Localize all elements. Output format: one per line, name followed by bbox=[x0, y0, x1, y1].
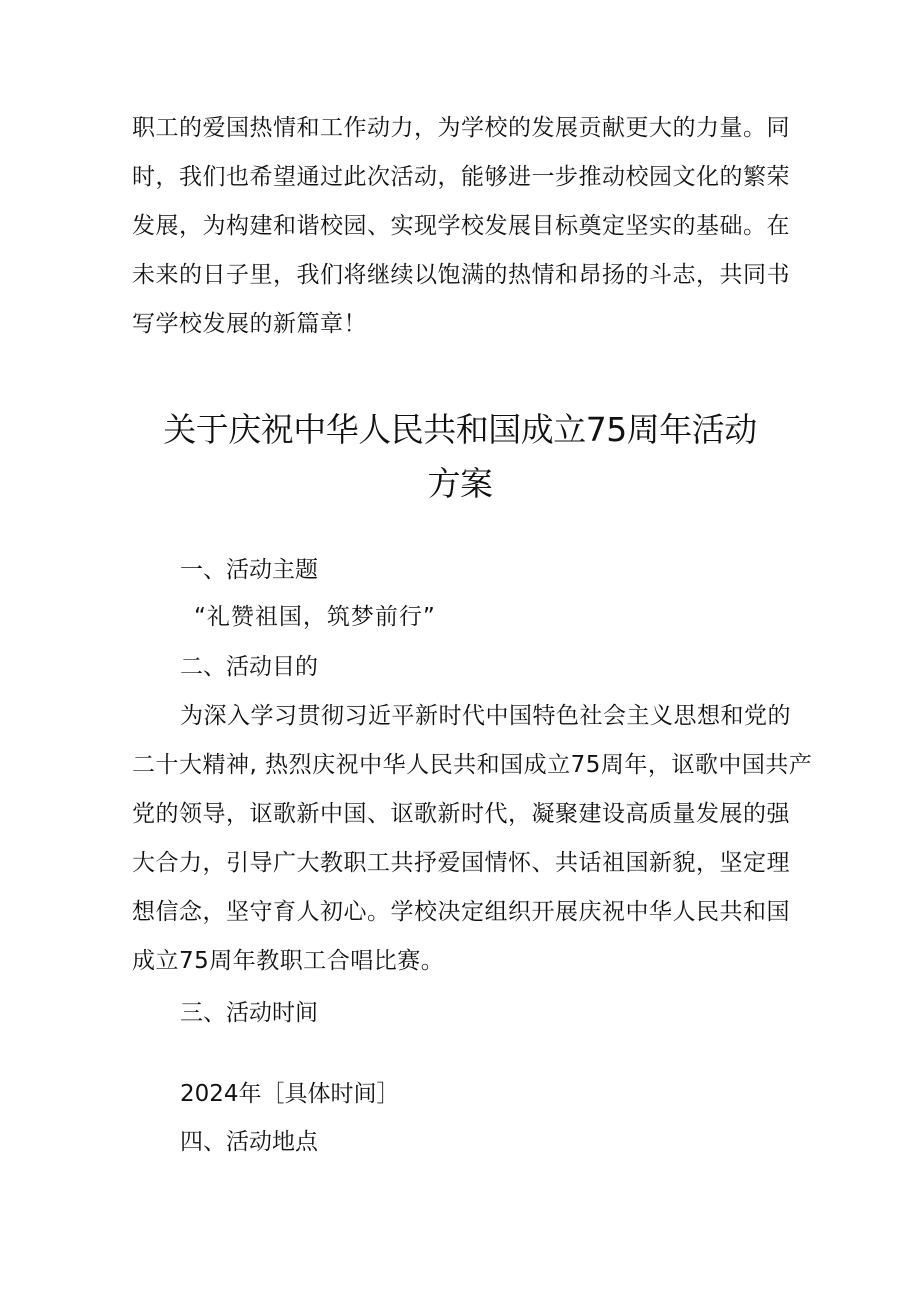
section-heading-location: 四、活动地点 bbox=[180, 1129, 318, 1155]
purpose-paragraph bbox=[132, 692, 813, 986]
intro-line: 时，我们也希望通过此次活动，能够进一步推动校园文化的繁荣 bbox=[132, 164, 790, 190]
section-heading-theme: 一、活动主题 bbox=[180, 557, 318, 583]
intro-line: 职工的爱国热情和工作动力，为学校的发展贡献更大的力量。同 bbox=[132, 115, 790, 141]
intro-line: 未来的日子里，我们将继续以饱满的热情和昂扬的斗志，共同书 bbox=[132, 262, 790, 288]
purpose-line: 大合力，引导广大教职工共抒爱国情怀、共话祖国新貌，坚定理 bbox=[132, 850, 790, 876]
purpose-line: 想信念，坚守育人初心。学校决定组织开展庆祝中华人民共和国 bbox=[132, 899, 790, 925]
theme-content: “礼赞祖国，筑梦前行” bbox=[194, 604, 436, 630]
intro-paragraph bbox=[132, 104, 792, 349]
intro-line: 发展，为构建和谐校园、实现学校发展目标奠定坚实的基础。在 bbox=[132, 213, 790, 239]
document-title bbox=[100, 403, 820, 511]
document-title-line1: 关于庆祝中华人民共和国成立75周年活动 bbox=[163, 410, 757, 449]
purpose-line: 党的领导，讴歌新中国、讴歌新时代，凝聚建设高质量发展的强 bbox=[132, 801, 790, 827]
document-title-line2: 方案 bbox=[427, 464, 493, 503]
purpose-line: 为深入学习贯彻习近平新时代中国特色社会主义思想和党的 bbox=[180, 703, 791, 729]
intro-line: 写学校发展的新篇章！ bbox=[132, 311, 367, 337]
section-heading-time: 三、活动时间 bbox=[180, 1000, 318, 1026]
purpose-line: 二十大精神, 热烈庆祝中华人民共和国成立75周年，讴歌中国共产 bbox=[132, 752, 813, 778]
time-content: 2024年［具体时间］ bbox=[180, 1081, 400, 1107]
purpose-line: 成立75周年教职工合唱比赛。 bbox=[132, 948, 445, 974]
section-heading-purpose: 二、活动目的 bbox=[180, 654, 318, 680]
